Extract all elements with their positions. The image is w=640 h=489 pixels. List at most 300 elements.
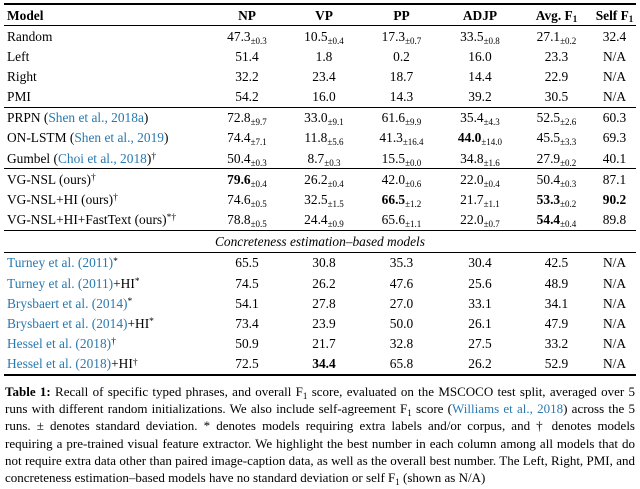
text-segment: Self F [595,7,629,23]
value-cell [209,107,285,128]
value-cell [593,189,636,209]
std-dev: ±5.6 [327,137,344,148]
value: 42.0 [381,171,406,187]
value: 27.1 [536,28,561,44]
value: 73.4 [235,315,259,331]
value-cell [520,46,593,66]
text-segment: score ( [411,401,452,417]
text-segment: * [149,317,154,328]
std-dev: ±0.4 [560,219,577,230]
std-dev: ±4.3 [483,117,500,128]
value: 24.4 [304,212,328,228]
value: 11.8 [304,130,328,146]
value: 30.8 [312,255,336,271]
value-cell [209,293,285,313]
std-dev: ±0.4 [327,35,344,46]
value-cell [593,252,636,273]
column-header [520,4,593,26]
text-segment: ) [146,150,152,166]
value: 35.3 [389,255,414,271]
table-row [4,210,636,231]
table-row [4,107,636,128]
value: 14.4 [468,68,492,84]
std-dev: ±0.3 [324,157,341,168]
std-dev: ±1.6 [483,157,500,168]
value-cell [520,273,593,293]
value: 27.9 [536,150,561,166]
value: 34.8 [460,150,484,166]
model-name [4,107,209,128]
std-dev: ±0.5 [250,219,267,230]
value-cell [363,26,440,47]
value: 65.8 [389,356,414,372]
value: 32.4 [602,28,627,44]
text-segment: ON-LSTM ( [7,130,75,146]
value: N/A [602,356,627,372]
model-name [4,334,209,354]
text-segment: 1 [302,390,308,401]
std-dev: ±0.4 [483,178,500,189]
value-cell [440,252,520,273]
table-row [4,26,636,47]
value: N/A [602,295,627,311]
value-cell [440,66,520,86]
text-segment: PP [393,7,410,23]
value: 22.0 [460,171,484,187]
table-row [4,66,636,86]
text-segment: ) across the 5 runs. ± denotes standard deviation. * denotes models requiring extra labels and/or corpus, and † denotes models requiring a pre-trained visual feature extractor. We highlight the best number in each column among all models that do not require extra data other than paired image-caption data, as well as the overall best number. The Left, Right, PMI, and concreteness estimation–based models have no standard deviation or self F [5,401,636,486]
value: 50.4 [536,171,561,187]
value-cell [520,293,593,313]
table-row [4,189,636,209]
value-cell [209,313,285,333]
value-cell [520,148,593,169]
std-dev: ±0.8 [483,35,500,46]
column-header [209,4,285,26]
std-dev: ±0.5 [250,198,267,209]
value-cell [520,128,593,148]
model-name [4,354,209,375]
std-dev: ±0.3 [250,35,267,46]
citation-link[interactable]: Hessel et al. (2018) [7,336,112,351]
value-cell [593,313,636,333]
value-cell [440,313,520,333]
value-cell [209,169,285,190]
text-segment: 1 [628,14,634,25]
value: 23.3 [544,48,569,64]
value-cell [209,26,285,47]
value-cell [593,334,636,354]
value-cell [593,128,636,148]
value-cell [209,46,285,66]
value: 1.8 [315,48,333,64]
value-cell [593,273,636,293]
text-segment: 1 [407,408,412,419]
std-dev: ±1.1 [405,219,422,230]
value: 54.2 [235,89,259,105]
text-segment: Random [7,28,53,44]
model-name [4,87,209,108]
value: 44.0 [457,130,482,146]
text-segment: PRPN ( [7,110,49,126]
std-dev: ±0.3 [560,178,577,189]
value-cell [285,87,363,108]
value: 27.8 [312,295,336,311]
model-name [4,26,209,47]
column-header [285,4,363,26]
std-dev: ±0.7 [405,35,422,46]
value-cell [363,252,440,273]
value: 35.4 [460,110,484,126]
value: 53.3 [536,191,561,207]
value-cell [209,128,285,148]
value: 65.5 [235,255,259,271]
value-cell [593,107,636,128]
value-cell [209,66,285,86]
value: 32.8 [389,336,414,351]
value: 23.9 [312,315,336,331]
value-cell [363,87,440,108]
citation-link[interactable]: Brysbaert et al. (2014) [7,295,128,311]
value-cell [285,148,363,169]
value: 51.4 [235,48,259,64]
value-cell [440,334,520,354]
value-cell [440,273,520,293]
value: 32.5 [304,191,328,207]
value-cell [520,66,593,86]
value-cell [520,87,593,108]
text-segment: VG-NSL+HI (ours) [7,191,114,207]
value: 87.1 [602,171,627,187]
value: 33.2 [544,336,569,351]
table-row [4,273,636,293]
value-cell [363,189,440,209]
value: 41.3 [379,130,403,146]
value-cell [209,354,285,375]
table-row [4,169,636,190]
text-segment: VG-NSL (ours) [7,171,91,187]
value-cell [285,128,363,148]
value: N/A [602,48,627,64]
text-segment: * [134,276,140,287]
value: 26.2 [304,171,328,187]
value-cell [520,354,593,375]
value-cell [593,169,636,190]
value-cell [363,313,440,333]
value: 22.9 [544,68,569,84]
value: 52.9 [544,356,569,372]
value-cell [593,293,636,313]
value-cell [593,66,636,86]
text-segment: Concreteness estimation–based models [214,233,425,249]
text-segment: † [90,173,96,184]
value: 39.2 [468,89,492,105]
row-group [4,107,636,168]
value-cell [363,148,440,169]
value-cell [593,87,636,108]
value-cell [285,252,363,273]
std-dev: ±0.2 [560,157,577,168]
value: 15.5 [381,150,406,166]
value: 79.6 [227,171,251,187]
value-cell [363,107,440,128]
table-row [4,46,636,66]
value: 90.2 [602,191,627,207]
text-segment: † [111,337,116,348]
table-row [4,128,636,148]
std-dev: ±0.2 [560,198,577,209]
value: N/A [602,336,627,351]
value: 45.5 [536,130,561,146]
model-name [4,128,209,148]
value-cell [363,354,440,375]
value: 69.3 [602,130,627,146]
table-row [4,252,636,273]
text-segment: ADJP [462,7,498,23]
value: 22.0 [460,212,484,228]
table-row [4,334,636,354]
column-header [440,4,520,26]
value-cell [440,107,520,128]
model-name [4,252,209,273]
value: 40.1 [602,150,627,166]
std-dev: ±0.9 [327,219,344,230]
std-dev: ±0.3 [250,157,267,168]
value: 74.6 [227,191,251,207]
row-group [4,169,636,230]
value: 89.8 [602,212,627,228]
value-cell [520,169,593,190]
text-segment: † [132,357,138,368]
text-segment: Table 1: [5,383,56,399]
citation-link[interactable]: Choi et al., 2018 [57,150,147,166]
value-cell [520,210,593,231]
value: 34.4 [312,356,336,372]
std-dev: ±0.7 [483,219,500,230]
value-cell [285,293,363,313]
value-cell [363,169,440,190]
text-segment: 1 [572,14,578,25]
column-header [593,4,636,26]
table-head [4,4,636,26]
text-segment: * [127,297,133,308]
value-cell [440,46,520,66]
value: 50.0 [389,315,414,331]
value-cell [209,210,285,231]
value-cell [520,107,593,128]
value-cell [440,128,520,148]
value-cell [285,66,363,86]
value: 26.1 [468,315,492,331]
value: 33.0 [304,110,328,126]
value: 47.3 [227,28,251,44]
value: 16.0 [468,48,492,64]
table-row [4,354,636,375]
value: 23.4 [312,68,336,84]
citation-link[interactable]: Turney et al. (2011) [7,255,114,271]
text-segment: +HI [111,356,133,372]
std-dev: ±16.4 [402,137,424,148]
std-dev: ±14.0 [481,137,503,148]
value: 14.3 [389,89,414,105]
value-cell [363,46,440,66]
value: 33.1 [468,295,492,311]
std-dev: ±0.6 [405,178,422,189]
text-segment: +HI [113,275,135,291]
std-dev: ±9.9 [405,117,422,128]
value-cell [285,313,363,333]
section-row [4,230,636,252]
row-group [4,26,636,108]
column-header-model [4,4,209,26]
value: 50.9 [235,336,259,351]
citation-link[interactable]: Shen et al., 2018a [48,110,144,126]
value-cell [593,26,636,47]
value: 78.8 [227,212,251,228]
model-name [4,66,209,86]
model-name [4,148,209,169]
model-name [4,273,209,293]
std-dev: ±0.2 [560,35,577,46]
text-segment: * [113,256,118,267]
text-segment: † [113,193,118,204]
value: 48.9 [544,275,569,291]
value: 34.1 [544,295,569,311]
value: 33.5 [460,28,484,44]
citation-link[interactable]: Shen et al., 2019 [74,130,164,146]
table-row [4,313,636,333]
value-cell [593,46,636,66]
value-cell [440,293,520,313]
value: 66.5 [381,191,406,207]
std-dev: ±1.2 [405,198,422,209]
value-cell [209,87,285,108]
table-row [4,293,636,313]
results-table [4,3,636,376]
table-caption [4,383,636,487]
std-dev: ±0.4 [327,178,344,189]
value-cell [520,313,593,333]
std-dev: ±0.4 [250,178,267,189]
model-name [4,46,209,66]
value: 0.2 [393,48,410,64]
value: 16.0 [312,89,336,105]
value: 26.2 [312,275,336,291]
value: 72.5 [235,356,259,372]
std-dev: ±1.1 [483,198,500,209]
table-row [4,148,636,169]
model-name [4,210,209,231]
value-cell [285,273,363,293]
value-cell [209,148,285,169]
value: N/A [602,275,627,291]
value: 17.3 [381,28,406,44]
text-segment: Model [7,7,44,23]
value-cell [363,66,440,86]
text-segment: ) [143,110,149,126]
value: N/A [602,68,627,84]
value-cell [363,293,440,313]
value: N/A [602,89,627,105]
text-segment: VG-NSL+HI+FastText (ours) [7,212,167,228]
value-cell [363,334,440,354]
value-cell [209,252,285,273]
value: 54.1 [235,295,259,311]
value: 27.5 [468,336,492,351]
citation-link[interactable]: Brysbaert et al. (2014) [7,315,128,331]
value: 61.6 [381,110,406,126]
std-dev: ±9.1 [327,117,344,128]
row-group [4,252,636,374]
value-cell [363,128,440,148]
text-segment: Gumbel ( [7,150,58,166]
value-cell [285,210,363,231]
text-segment: Recall of specific typed phrases, and overall F [55,383,303,399]
value-cell [520,334,593,354]
citation-link[interactable]: Hessel et al. (2018) [7,356,112,372]
value: 26.2 [468,356,492,372]
value-cell [209,334,285,354]
value: 54.4 [536,212,561,228]
value-cell [440,87,520,108]
value: 74.5 [235,275,259,291]
std-dev: ±3.3 [560,137,577,148]
text-segment: ) [163,130,169,146]
value: N/A [602,315,627,331]
value-cell [209,189,285,209]
value-cell [285,26,363,47]
text-segment: † [151,151,157,162]
citation-link[interactable]: Turney et al. (2011) [7,275,114,291]
value-cell [363,273,440,293]
value: 30.4 [468,255,492,271]
value-cell [440,26,520,47]
std-dev: ±0.0 [405,157,422,168]
text-segment: NP [238,7,256,23]
text-segment: Right [7,68,37,84]
value: 52.5 [536,110,561,126]
value: 25.6 [468,275,492,291]
value-cell [440,189,520,209]
std-dev: ±7.1 [250,137,267,148]
text-segment: Left [7,48,30,64]
value-cell [440,148,520,169]
column-header [363,4,440,26]
value: 8.7 [307,150,325,166]
value-cell [285,334,363,354]
value-cell [440,210,520,231]
value-cell [593,210,636,231]
value: 27.0 [389,295,414,311]
text-segment: (shown as N/A) [399,470,486,486]
text-segment: Avg. F [535,7,573,23]
value: 21.7 [312,336,336,351]
value-cell [363,210,440,231]
citation-link[interactable]: Williams et al., 2018 [452,401,564,417]
model-name [4,169,209,190]
std-dev: ±9.7 [250,117,267,128]
value: 47.9 [544,315,569,331]
value-cell [285,354,363,375]
value: 30.5 [544,89,569,105]
value-cell [285,107,363,128]
table-header-row [4,4,636,26]
text-segment: 1 [395,477,400,488]
std-dev: ±1.5 [327,198,344,209]
text-segment: VP [315,7,333,23]
value-cell [285,46,363,66]
value: 74.4 [227,130,251,146]
